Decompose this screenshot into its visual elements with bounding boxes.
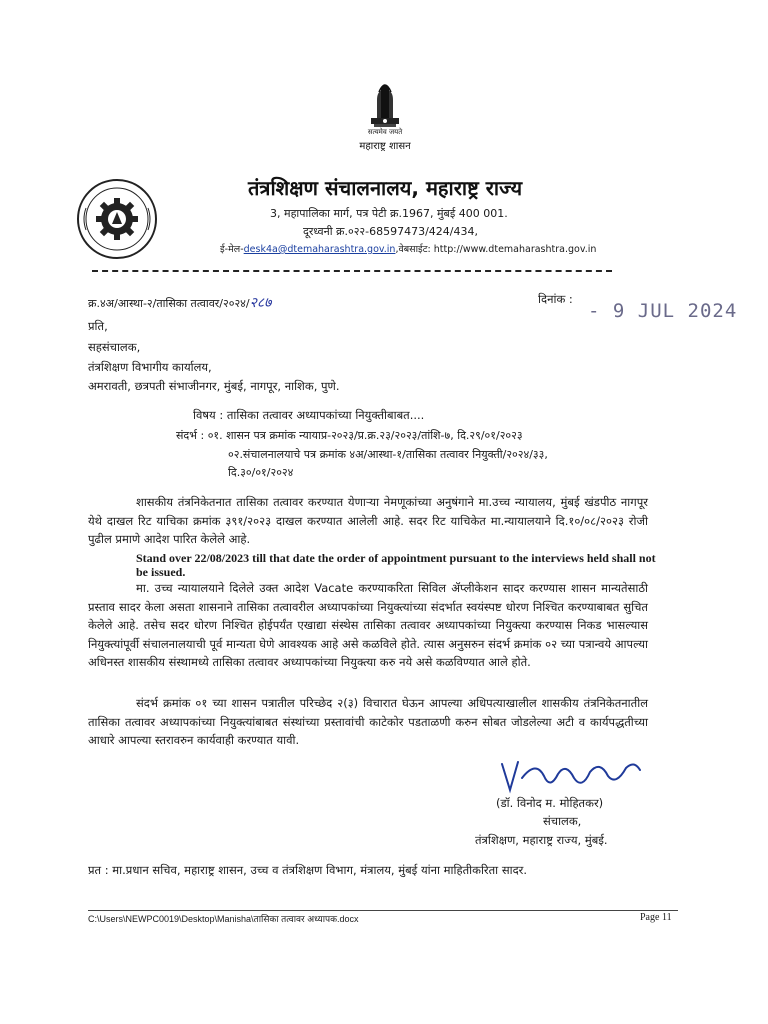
body-paragraph: संदर्भ क्रमांक ०१ च्या शासन पत्रातील परिच्छेद २(३) विचारात घेऊन आपल्या अधिपत्याखालील शासकीय तंत्रनिकेतनातील तासिका तत्वावर अध्यापकांच्या नियुक्त्यांबाबत संस्थांच्या प्रस्तावांची काटेकोर पडताळणी करुन सोबत जोडलेल्या अटी व कार्यपद्धतीच्या आधारे आपल्या स्तरावरुन कार्यवाही करण्यात यावी.	[88, 696, 648, 747]
signatory-office: तंत्रशिक्षण, महाराष्ट्र राज्य, मुंबई.	[475, 833, 608, 847]
copy-to-line: प्रत : मा.प्रधान सचिव, महाराष्ट्र शासन, उच्च व तंत्रशिक्षण विभाग, मंत्रालय, मुंबई यांना माहितीकरिता सादर.	[88, 863, 528, 877]
website-label: ,वेबसाईट:	[395, 244, 434, 255]
date-stamp: - 9 JUL 2024	[588, 300, 738, 322]
header-divider	[92, 270, 612, 272]
file-path: C:\Users\NEWPC0019\Desktop\Manisha\तासिका तत्वावर अध्यापक.docx	[88, 914, 359, 924]
reference-handwritten: २८७	[249, 295, 272, 311]
emblem-motto: सत्यमेव जयते	[367, 128, 403, 136]
org-title: तंत्रशिक्षण संचालनालय, महाराष्ट्र राज्य	[248, 176, 523, 200]
recipient-line: प्रति,	[88, 319, 108, 333]
signatory-designation: संचालक,	[543, 814, 582, 828]
signatory-name: (डॉ. विनोद म. मोहितकर)	[496, 796, 604, 810]
date-label: दिनांक :	[538, 292, 573, 306]
recipient-line: सहसंचालक,	[88, 340, 141, 354]
footer-rule	[88, 910, 678, 911]
page-number: Page 11	[640, 912, 672, 923]
recipient-line: तंत्रशिक्षण विभागीय कार्यालय,	[88, 360, 212, 374]
department-seal-icon	[76, 178, 158, 260]
body-paragraph: मा. उच्च न्यायालयाने दिलेले उक्त आदेश Vacate करण्याकरिता सिविल ॲप्लीकेशन सादर करण्यास शासन मान्यतेसाठी प्रस्ताव सादर केला असता शासनाने तासिका तत्वावरील अध्यापकांच्या नियुक्त्यांच्या संदर्भात स्वयंस्पष्ट धोरण निश्चित करण्याबाबत सुचित केलेले आहे. तसेच सदर धोरण निश्चित होईपर्यंत एखाद्या संस्थेस तासिका तत्वावर अध्यापकांच्या नियुक्त्या करण्यास निकड भासल्यास नियुक्त्यांपूर्वी संचालनालयाची पूर्व मान्यता घेणे आवश्यक आहे असे कळविले होते. त्यास अनुसरुन संदर्भ क्रमांक ०२ च्या पत्रान्वये आपल्या अधिनस्त शासकीय संस्थामध्ये तासिका तत्वावर अध्यापकांच्या नियुक्त्या करु नये असे कळविण्यात आले होते.	[88, 581, 648, 669]
reference-prefix: क्र.४अ/आस्था-२/तासिका तत्वावर/२०२४/	[88, 297, 250, 310]
org-contact-line	[220, 242, 596, 255]
org-address: 3, महापालिका मार्ग, पत्र पेटी क्र.1967, मुंबई 400 001.	[270, 207, 508, 220]
signature	[496, 756, 646, 796]
court-order-quote: Stand over 22/08/2023 till that date the order of appointment pursuant to the interviews held shall not be issued.	[136, 551, 656, 579]
org-phone: दूरध्वनी क्र.०२२-68597473/424/434,	[303, 225, 479, 238]
reference-number	[88, 293, 271, 312]
subject-line: विषय : तासिका तत्वावर अध्यापकांच्या नियुक्तीबाबत....	[193, 408, 425, 422]
reference-item: दि.३०/०१/२०२४	[228, 466, 294, 479]
recipient-line: अमरावती, छत्रपती संभाजीनगर, मुंबई, नागपूर, नाशिक, पुणे.	[88, 379, 340, 393]
email-label: ई-मेल-	[220, 244, 244, 255]
website-link[interactable]: http://www.dtemaharashtra.gov.in	[433, 244, 597, 255]
government-name: महाराष्ट्र शासन	[359, 141, 411, 152]
reference-item: ०२.संचालनालयाचे पत्र क्रमांक ४अ/आस्था-१/तासिका तत्वावर नियुक्ती/२०२४/३३,	[228, 448, 548, 461]
email-link[interactable]: desk4a@dtemaharashtra.gov.in	[243, 244, 396, 255]
reference-item: संदर्भ : ०१. शासन पत्र क्रमांक न्यायाप्र-२०२३/प्र.क्र.२३/२०२३/तांशि-७, दि.२९/०१/२०२३	[176, 429, 523, 442]
body-paragraph: शासकीय तंत्रनिकेतनात तासिका तत्वावर करण्यात येणाऱ्या नेमणूकांच्या अनुषंगाने मा.उच्च न्यायालय, मुंबई खंडपीठ नागपूर येथे दाखल रिट याचिका क्रमांक ३९१/२०२३ दाखल करण्यात आलेली आहे. सदर रिट याचिकेत मा.न्यायालयाने दि.१०/०८/२०२३ रोजी पुढील प्रमाणे आदेश पारित केलेले आहे.	[88, 495, 648, 546]
